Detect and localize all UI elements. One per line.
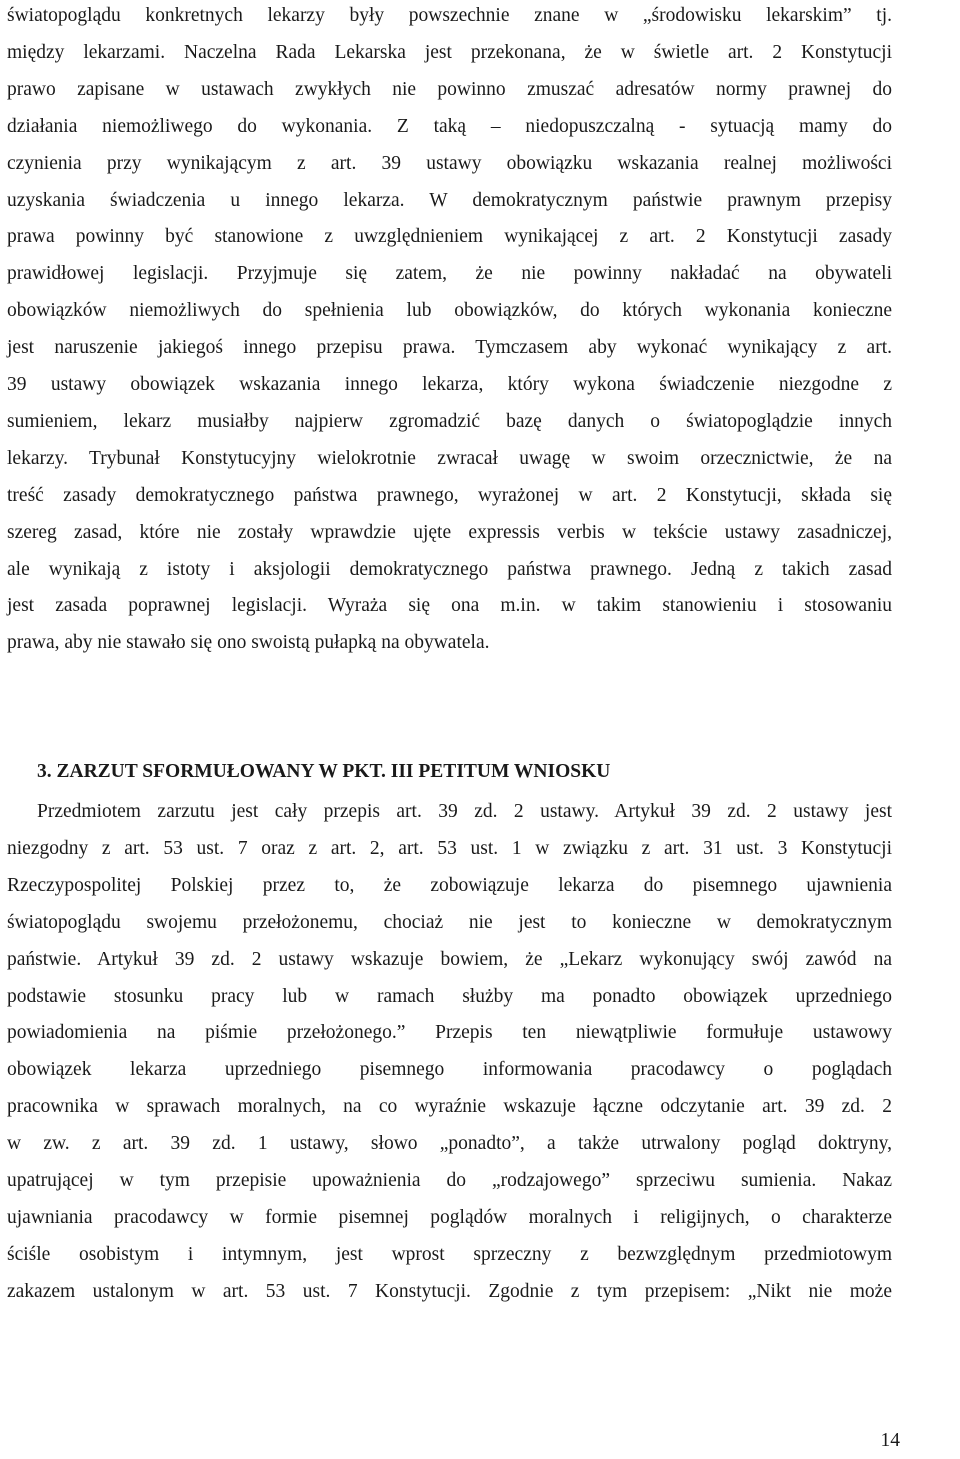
section-heading: 3. ZARZUT SFORMUŁOWANY W PKT. III PETITUM WNIOSKU: [37, 761, 611, 782]
text-line: jest naruszenie jakiegoś innego przepisu prawa. Tymczasem aby wykonać wynikający z art.: [7, 337, 892, 359]
text-line: czynienia przy wynikającym z art. 39 ustawy obowiązku wskazania realnej możliwości: [7, 152, 892, 174]
text-line: jest zasada poprawnej legislacji. Wyraża się ona m.in. w takim stanowieniu i stosowaniu: [7, 595, 892, 617]
text-line: ale wynikają z istoty i aksjologii demokratycznego państwa prawnego. Jedną z takich zasad: [7, 558, 892, 580]
text-line: prawidłowej legislacji. Przyjmuje się zatem, że nie powinny nakładać na obywateli: [7, 263, 892, 285]
text-line: działania niemożliwego do wykonania. Z taką – niedopuszczalną - sytuacją mamy do: [7, 115, 892, 137]
text-line: prawa, aby nie stawało się ono swoistą pułapką na obywatela.: [7, 632, 490, 654]
text-line: prawa powinny być stanowione z uwzględnieniem wynikającej z art. 2 Konstytucji zasady: [7, 226, 892, 248]
text-line: światopoglądu swojemu przełożonemu, chociaż nie jest to konieczne w demokratycznym: [7, 911, 892, 933]
text-line: treść zasady demokratycznego państwa prawnego, wyrażonej w art. 2 Konstytucji, składa się: [7, 484, 892, 506]
text-line: obowiązków niemożliwych do spełnienia lub obowiązków, do których wykonania konieczne: [7, 300, 892, 322]
text-line: podstawie stosunku pracy lub w ramach służby ma ponadto obowiązek uprzedniego: [7, 985, 892, 1007]
text-line: państwie. Artykuł 39 zd. 2 ustawy wskazuje bowiem, że „Lekarz wykonujący swój zawód na: [7, 948, 892, 970]
text-line: obowiązek lekarza uprzedniego pisemnego informowania pracodawcy o poglądach: [7, 1059, 892, 1081]
text-line: między lekarzami. Naczelna Rada Lekarska jest przekonana, że w świetle art. 2 Konstytucji: [7, 41, 892, 63]
text-line: pracownika w sprawach moralnych, na co wyraźnie wskazuje łączne odczytanie art. 39 zd. 2: [7, 1096, 892, 1118]
text-line: uzyskania świadczenia u innego lekarza. W demokratycznym państwie prawnym przepisy: [7, 189, 892, 211]
page-number: 14: [880, 1430, 900, 1451]
text-line: niezgodny z art. 53 ust. 7 oraz z art. 2, art. 53 ust. 1 w związku z art. 31 ust. 3 Konstytucji: [7, 837, 892, 859]
text-line: prawo zapisane w ustawach zwykłych nie powinno zmuszać adresatów normy prawnej do: [7, 78, 892, 100]
text-line: 39 ustawy obowiązek wskazania innego lekarza, który wykona świadczenie niezgodne z: [7, 374, 892, 395]
text-line: Rzeczypospolitej Polskiej przez to, że zobowiązuje lekarza do pisemnego ujawnienia: [7, 874, 892, 896]
text-line: Przedmiotem zarzutu jest cały przepis art. 39 zd. 2 ustawy. Artykuł 39 zd. 2 ustawy jest: [37, 801, 892, 822]
text-line: ujawniania pracodawcy w formie pisemnej poglądów moralnych i religijnych, o charakterze: [7, 1206, 892, 1228]
text-line: lekarzy. Trybunał Konstytucyjny wielokrotnie zwracał uwagę w swoim orzecznictwie, że na: [7, 447, 892, 469]
text-line: światopoglądu konkretnych lekarzy były powszechnie znane w „środowisku lekarskim” tj.: [7, 5, 892, 26]
text-line: powiadomienia na piśmie przełożonego.” Przepis ten niewątpliwie formułuje ustawowy: [7, 1022, 892, 1044]
text-line: upatrującej w tym przepisie upoważnienia do „rodzajowego” sprzeciwu sumienia. Nakaz: [7, 1170, 892, 1191]
text-line: w zw. z art. 39 zd. 1 ustawy, słowo „ponadto”, a także utrwalony pogląd doktryny,: [7, 1133, 892, 1155]
text-line: zakazem ustalonym w art. 53 ust. 7 Konstytucji. Zgodnie z tym przepisem: „Nikt nie może: [7, 1280, 892, 1302]
text-line: szereg zasad, które nie zostały wprawdzie ujęte expressis verbis w tekście ustawy zasadniczej,: [7, 521, 892, 543]
text-line: sumieniem, lekarz musiałby najpierw zgromadzić bazę danych o światopoglądzie innych: [7, 410, 892, 432]
text-line: ściśle osobistym i intymnym, jest wprost sprzeczny z bezwzględnym przedmiotowym: [7, 1243, 892, 1265]
